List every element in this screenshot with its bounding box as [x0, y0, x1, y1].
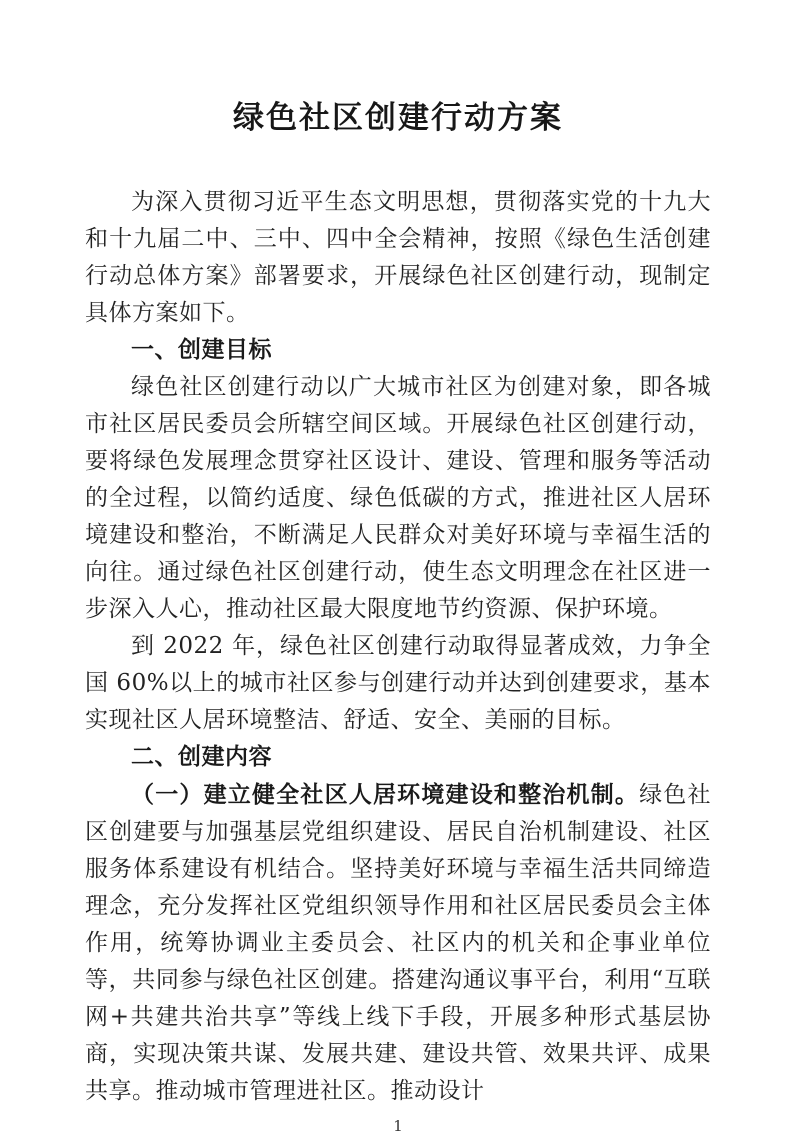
page-number: 1 [393, 1117, 403, 1135]
paragraph-target-2022: 到 2022 年，绿色社区创建行动取得显著成效，力争全国 60%以上的城市社区参与创建行动并达到创建要求，基本实现社区人居环境整洁、舒适、安全、美丽的目标。 [85, 633, 711, 733]
section-heading-2: 二、创建内容 [131, 744, 272, 770]
paragraph-item-1 [85, 776, 711, 1110]
item-1-body: 绿色社区创建要与加强基层党组织建设、居民自治机制建设、社区服务体系建设有机结合。坚持美好环境与幸福生活共同缔造理念，充分发挥社区党组织领导作用和社区居民委员会主体作用，统筹协调业主委员会、社区内的机关和企事业单位等，共同参与绿色社区创建。搭建沟通议事平台，利用“互联网+共建共治共享”等线上线下手段，开展多种形式基层协商，实现决策共谋、发展共建、建设共管、效果共评、成果共享。推动城市管理进社区。推动设计 [85, 782, 712, 1104]
paragraph-intro: 为深入贯彻习近平生态文明思想，贯彻落实党的十九大和十九届二中、三中、四中全会精神，按照《绿色生活创建行动总体方案》部署要求，开展绿色社区创建行动，现制定具体方案如下。 [85, 189, 711, 326]
section-heading-1: 一、创建目标 [131, 337, 272, 363]
item-1-lead: （一）建立健全社区人居环境建设和整治机制。 [131, 781, 640, 808]
document-title: 绿色社区创建行动方案 [233, 100, 563, 136]
paragraph-goals: 绿色社区创建行动以广大城市社区为创建对象，即各城市社区居民委员会所辖空间区域。开展绿色社区创建行动，要将绿色发展理念贯穿社区设计、建设、管理和服务等活动的全过程，以简约适度、绿色低碳的方式，推进社区人居环境建设和整治，不断满足人民群众对美好环境与幸福生活的向往。通过绿色社区创建行动，使生态文明理念在社区进一步深入人心，推动社区最大限度地节约资源、保护环境。 [85, 374, 711, 622]
